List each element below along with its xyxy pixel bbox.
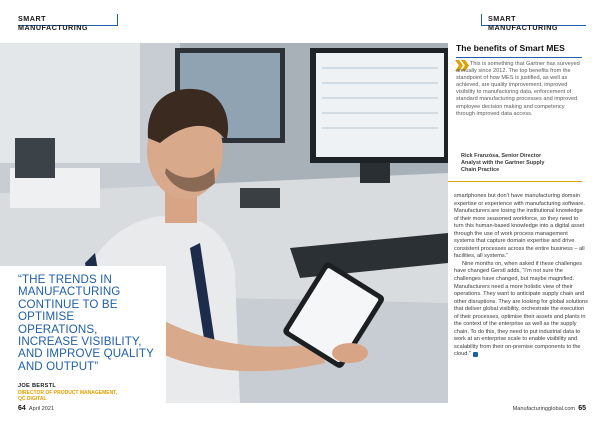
section-header-right: SMART MANUFACTURING [481,14,586,26]
page-number-left: 64 [18,405,26,412]
footer-date: April 2021 [28,406,55,412]
sidebar-divider [456,57,582,58]
sidebar-title: The benefits of Smart MES [456,43,565,53]
quote-role [18,390,156,402]
body-paragraph-2-text: Nine months on, when asked if these challenges have changed Gerstl adds, “I’m not sure the challenges have changed, but maybe magnified. Manufacturers need a more holistic view of their operations. They want to anticipate supply chain and other disruptions. They are looking for global solutions that deliver global visibility, orchestrate the execution of their processes, optimise their assets and plants in the context of the enterprise as well as the supply chain. To do this, they need to put industrial data to work at an enterprise scale to enable visibility and scalability from their on-premise components to the cloud.” [454,260,588,358]
footer-site: Manufacturingglobal.com [512,406,576,412]
attribution-line3: Chain Practice [461,167,500,173]
body-paragraph-2 [454,261,588,359]
pull-quote-box [0,266,166,403]
footer-left [18,405,54,412]
attribution-line2: Analyst with the Gartner Supply [461,160,545,166]
article-body [454,193,588,359]
quote-author: JOE BERSTL [18,383,57,390]
sidebar-bottom-rule [448,181,582,182]
footer-right [513,405,586,412]
end-square-icon [473,352,478,357]
attribution-line1: Rick Franzósa, Senior Director [461,153,542,159]
body-paragraph-1: smartphones but don’t have manufacturing domain expertise or experience with manufacturing software. Manufacturers are losing the institutional knowledge of their more seasoned workforce, so they need to turn this human-based knowledge into a digital asset through the use of work process management systems that capture domain expertise and drive consistent processes across the entire business – all facilities, all systems.” [454,193,585,260]
sidebar-attribution [461,153,581,174]
quote-role-line1: DIRECTOR OF PRODUCT MANAGEMENT, [18,390,118,397]
pull-quote-text: “THE TRENDS IN MANUFACTURING CONTINUE TO BE OPTIMISE OPERATIONS, INCREASE VISIBILITY, AND IMPROVE QUALITY AND OUTPUT” [18,273,154,373]
section-header-left: SMART MANUFACTURING [18,14,118,26]
quote-role-line2: QC DIGITAL [18,396,47,403]
sidebar-body: This is something that Gartner has surveyed annually since 2012. The top benefits from the standpoint of how MES is justified, as well as achieved, are quality improvement, improved visibility to manufacturing data, enforcement of standard manufacturing processes and improved employee decision making and competency through improved data access. [456,61,580,117]
page-number-right: 65 [578,405,586,412]
